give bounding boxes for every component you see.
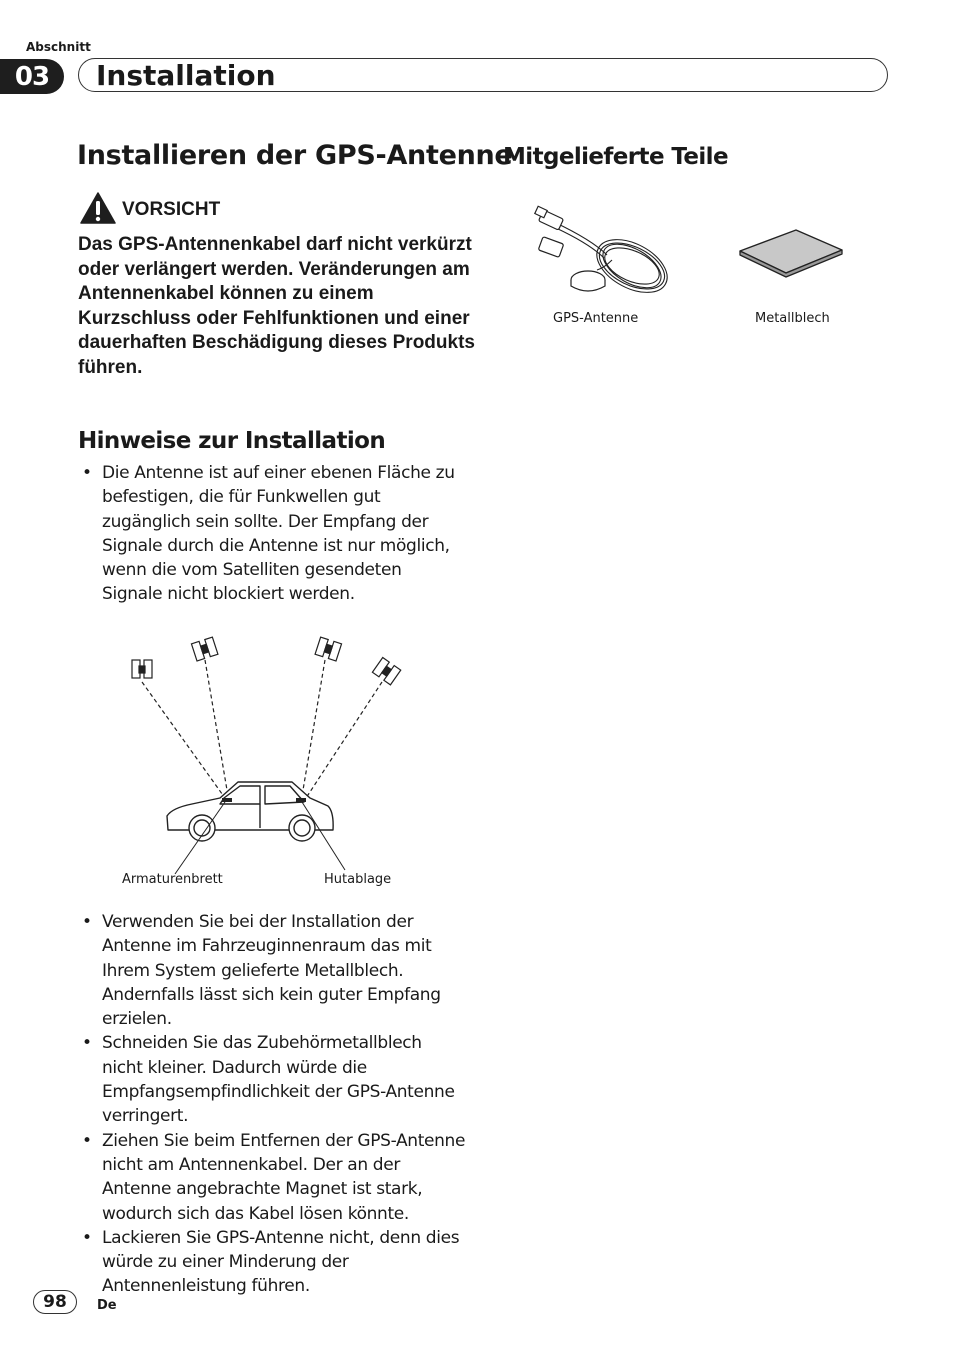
caution-text: Das GPS-Antennenkabel darf nicht verkürzt oder verlängert werden. Veränderungen am Antennenkabel können zu einem Kurzschluss oder Fehlfunktionen und einer dauerhaften Beschädigung dieses Produkts führen. bbox=[78, 234, 475, 378]
section-label: Abschnitt bbox=[26, 40, 91, 54]
page-number: 98 bbox=[33, 1290, 77, 1314]
caution-title: VORSICHT bbox=[122, 199, 221, 220]
list-item: • Lackieren Sie GPS-Antenne nicht, denn dies würde zu einer Minderung der Antennenleistung führen. bbox=[78, 1226, 466, 1299]
language-code: De bbox=[97, 1298, 117, 1313]
installation-bullets-2 bbox=[78, 910, 466, 1299]
list-item: • Schneiden Sie das Zubehörmetallblech nicht kleiner. Dadurch würde die Empfangsempfindlichkeit der GPS-Antenne verringert. bbox=[78, 1031, 466, 1128]
warning-icon bbox=[80, 192, 116, 224]
list-item: • Die Antenne ist auf einer ebenen Fläche zu befestigen, die für Funkwellen gut zugänglich sein sollte. Der Empfang der Signale durch die Antenne ist nur möglich, wenn die vom Satelliten gesendeten Signale nicht blockiert werden. bbox=[78, 461, 466, 607]
satellite-icon bbox=[372, 657, 400, 684]
page-title: Installieren der GPS-Antenne bbox=[77, 140, 513, 171]
metal-plate-illustration bbox=[736, 225, 846, 280]
satellite-icon bbox=[315, 637, 341, 661]
caption-rear-shelf: Hutablage bbox=[324, 872, 392, 887]
satellite-icon bbox=[191, 637, 217, 661]
car-antenna-figure bbox=[120, 630, 410, 880]
gps-antenna-illustration bbox=[532, 200, 677, 305]
installation-bullets-1 bbox=[78, 461, 466, 607]
supplied-parts-heading: Mitgelieferte Teile bbox=[503, 144, 728, 170]
list-item: • Ziehen Sie beim Entfernen der GPS-Antenne nicht am Antennenkabel. Der an der Antenne angebrachte Magnet ist stark, wodurch sich das Kabel lösen könnte. bbox=[78, 1129, 466, 1226]
satellite-icon bbox=[132, 660, 152, 678]
caption-dashboard: Armaturenbrett bbox=[122, 872, 223, 887]
installation-notes-heading: Hinweise zur Installation bbox=[78, 428, 386, 454]
list-item: • Verwenden Sie bei der Installation der Antenne im Fahrzeuginnenraum das mit Ihrem System gelieferte Metallblech. Andernfalls lässt sich kein guter Empfang erzielen. bbox=[78, 910, 466, 1031]
section-title: Installation bbox=[96, 59, 276, 92]
dashboard-antenna-icon bbox=[222, 798, 232, 802]
caption-metal-plate: Metallblech bbox=[755, 311, 830, 326]
section-number-badge: 03 bbox=[0, 59, 64, 94]
caption-gps-antenna: GPS-Antenne bbox=[553, 311, 639, 326]
rear-shelf-antenna-icon bbox=[296, 798, 306, 802]
